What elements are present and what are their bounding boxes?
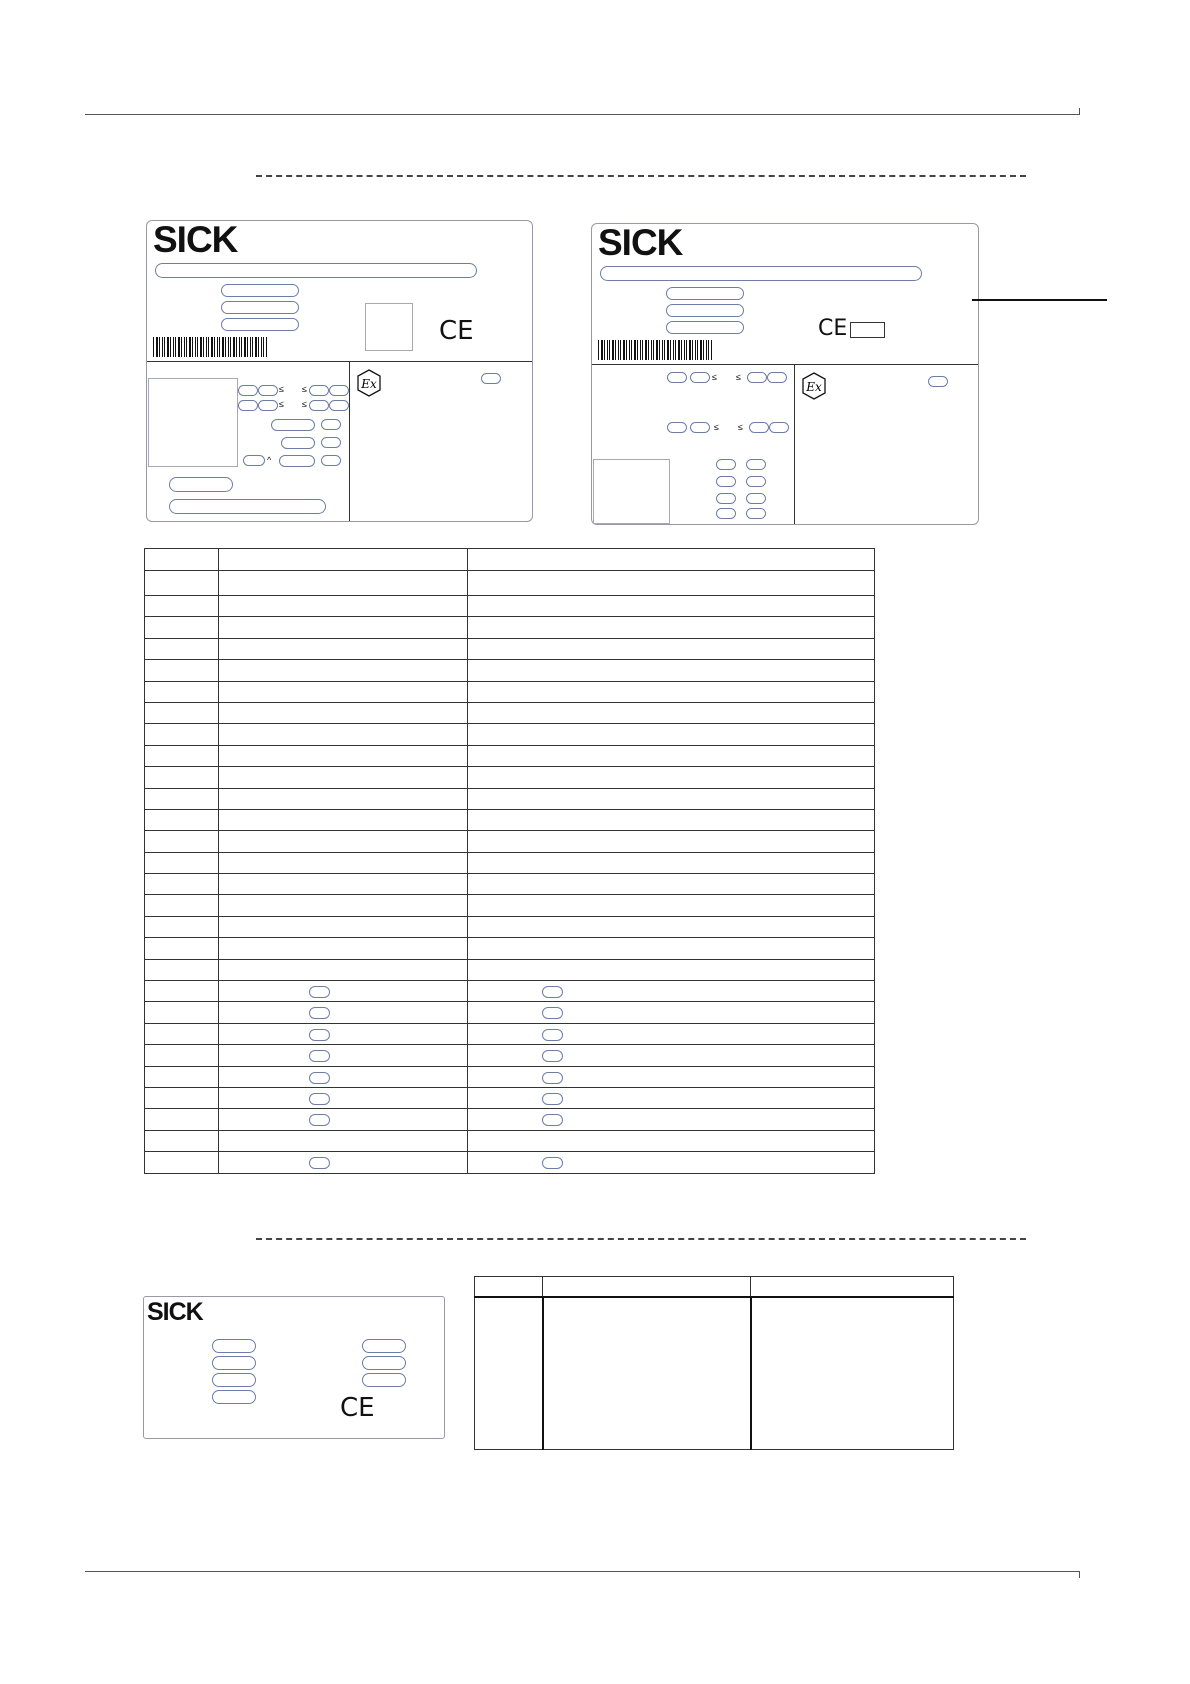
small-table [474, 1276, 954, 1450]
f19 [169, 477, 233, 492]
f13 [321, 419, 341, 430]
value-field [542, 1029, 563, 1041]
value-field [309, 1072, 330, 1084]
field-1 [666, 287, 744, 300]
f10 [749, 422, 769, 433]
ce-mark: CE [818, 316, 848, 341]
plate-vdivider [794, 364, 795, 524]
le-1: ≤ [712, 372, 717, 382]
table-row [145, 617, 875, 638]
svg-text:Ex: Ex [361, 377, 377, 391]
product-name-field [155, 263, 477, 278]
type-plate-right [591, 223, 979, 525]
type-plate-small [143, 1296, 445, 1439]
table-row [145, 745, 875, 766]
table-row [145, 549, 875, 571]
field-2 [221, 301, 299, 314]
f8 [667, 422, 687, 433]
f5 [690, 372, 710, 383]
field-l4 [212, 1390, 256, 1404]
f15 [746, 476, 766, 487]
f4 [238, 385, 258, 396]
table-row [145, 1130, 875, 1151]
plate-divider [147, 361, 532, 362]
f6 [309, 385, 329, 396]
plate-divider [592, 364, 978, 365]
barcode [598, 340, 712, 360]
f14 [716, 476, 736, 487]
ex-hexagon-icon [355, 369, 383, 397]
table-row [145, 1087, 875, 1108]
f20 [169, 499, 326, 514]
le-4: ≤ [302, 399, 307, 409]
section-divider-bottom [256, 1238, 1026, 1240]
table-row [145, 638, 875, 659]
f16 [716, 493, 736, 504]
caret: ^ [267, 455, 272, 465]
table-row [145, 767, 875, 788]
table-row [145, 702, 875, 723]
value-field [542, 1072, 563, 1084]
le-4: ≤ [738, 422, 743, 432]
f9 [690, 422, 710, 433]
le-3: ≤ [714, 422, 719, 432]
f20 [928, 376, 948, 387]
header-rule-tick [1079, 108, 1080, 114]
plate-vdivider [349, 361, 350, 521]
table-row [145, 596, 875, 617]
table-row [145, 660, 875, 681]
field-r3 [362, 1373, 406, 1387]
product-name-field [600, 266, 922, 281]
marking-box [365, 303, 413, 351]
value-field [542, 1114, 563, 1126]
table-row [145, 938, 875, 959]
field-l2 [212, 1356, 256, 1370]
table-row [145, 1045, 875, 1066]
sick-logo: SICK [598, 222, 683, 263]
table-row [145, 874, 875, 895]
value-field [309, 986, 330, 998]
table-row [145, 1109, 875, 1130]
table-row [145, 1023, 875, 1044]
le-2: ≤ [736, 372, 741, 382]
value-field [542, 1093, 563, 1105]
field-3 [666, 321, 744, 334]
value-field [542, 986, 563, 998]
field-1 [221, 284, 299, 297]
field-2 [666, 304, 744, 317]
f18 [321, 455, 341, 466]
le-2: ≤ [302, 384, 307, 394]
f14 [281, 437, 315, 449]
f17 [746, 493, 766, 504]
f7 [329, 385, 349, 396]
value-field [542, 1007, 563, 1019]
table-row [145, 724, 875, 745]
value-field [309, 1029, 330, 1041]
le-1: ≤ [279, 384, 284, 394]
value-field [309, 1050, 330, 1062]
f12 [271, 419, 315, 431]
table-row [145, 1002, 875, 1023]
f12 [716, 459, 736, 470]
f11 [329, 400, 349, 411]
f6 [747, 372, 767, 383]
table-row [145, 788, 875, 809]
spec-table [144, 548, 875, 1174]
type-plate-left [146, 220, 533, 522]
image-box [148, 378, 238, 467]
f4 [667, 372, 687, 383]
table-row [145, 831, 875, 852]
table-row [145, 681, 875, 702]
f8 [238, 400, 258, 411]
field-r1 [362, 1339, 406, 1353]
header-rule [85, 114, 1080, 115]
barcode [153, 337, 267, 357]
f19 [746, 508, 766, 519]
footer-rule [85, 1571, 1080, 1572]
table-row [145, 1066, 875, 1087]
sick-logo: SICK [153, 219, 238, 260]
f9 [258, 400, 278, 411]
table-row [145, 1152, 875, 1173]
section-divider-top [256, 175, 1026, 177]
le-3: ≤ [279, 399, 284, 409]
f13 [746, 459, 766, 470]
field-l1 [212, 1339, 256, 1353]
footer-rule-tick [1079, 1572, 1080, 1578]
image-box [593, 459, 670, 524]
table-row [145, 852, 875, 873]
field-l3 [212, 1373, 256, 1387]
table-row [145, 959, 875, 980]
f7 [767, 372, 787, 383]
svg-text:Ex: Ex [806, 380, 822, 394]
ex-hexagon-icon [800, 372, 828, 400]
f5 [258, 385, 278, 396]
table-row [475, 1297, 954, 1450]
value-field [309, 1157, 330, 1169]
sick-logo: SICK [147, 1298, 203, 1326]
table-row [145, 981, 875, 1002]
f18 [716, 508, 736, 519]
value-field [542, 1050, 563, 1062]
table-row [145, 571, 875, 596]
ce-mark: CE [340, 1393, 375, 1423]
table-row [145, 916, 875, 937]
f16 [243, 455, 265, 466]
f15 [321, 437, 341, 448]
field-r2 [362, 1356, 406, 1370]
value-field [542, 1157, 563, 1169]
f11 [769, 422, 789, 433]
value-field [309, 1114, 330, 1126]
notified-body-box [850, 322, 885, 338]
table-row [145, 809, 875, 830]
table-row [475, 1277, 954, 1297]
f10 [309, 400, 329, 411]
ce-mark: CE [439, 316, 474, 346]
value-field [309, 1007, 330, 1019]
value-field [309, 1093, 330, 1105]
f17 [279, 455, 315, 467]
callout-line [972, 299, 1107, 301]
field-3 [221, 318, 299, 331]
f21 [481, 373, 501, 384]
table-row [145, 895, 875, 916]
